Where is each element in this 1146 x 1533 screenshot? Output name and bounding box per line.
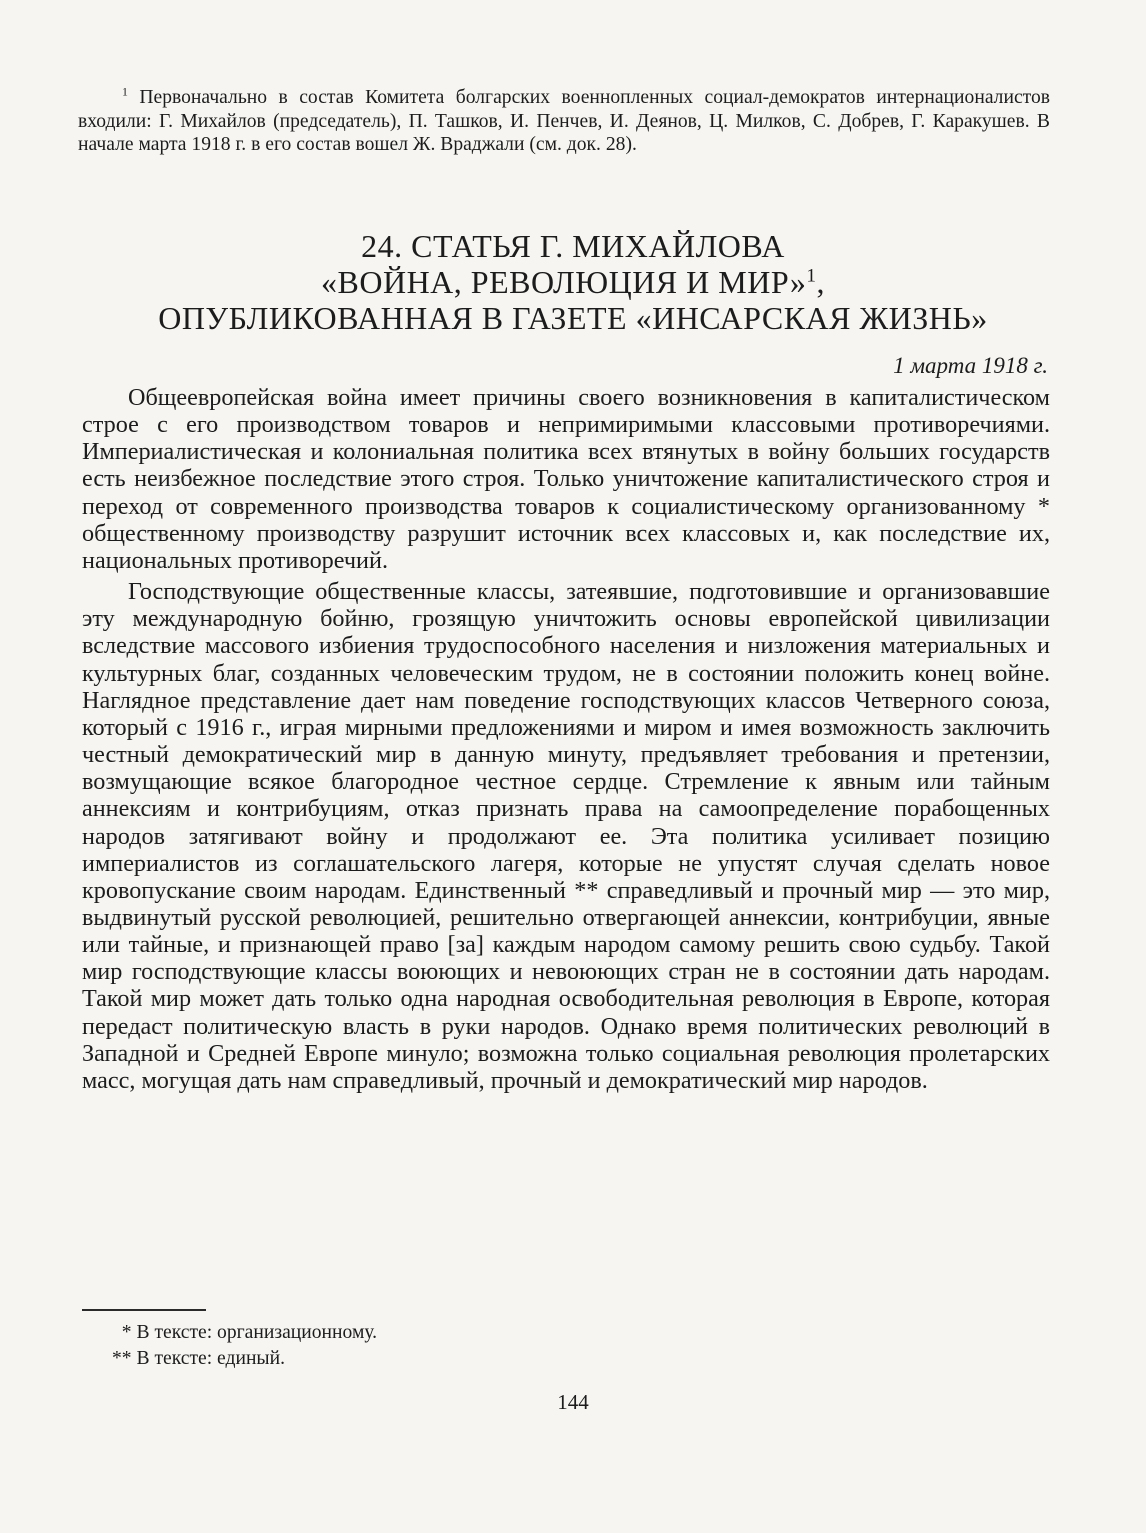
footnote-marker: 1 [122,85,128,99]
title-footnote-marker: 1 [806,265,817,287]
title-line-2-end: , [816,264,825,300]
document-title [60,228,1086,336]
editorial-footnote [78,86,1050,157]
editorial-footnote-text: Первоначально в состав Комитета болгарских военнопленных социал-демократов интернационалистов входили: Г. Михайлов (председатель), П. Ташков, И. Пенчев, И. Деянов, Ц. Милков, С. Добрев, Г. Каракушев. В начале марта 1918 г. в его состав вошел Ж. Враджали (см. док. 28). [78,87,1050,155]
article-body [82,384,1050,1094]
document-date: 1 марта 1918 г. [893,353,1048,378]
footnote-item: ** В тексте: единый. [112,1348,285,1369]
paragraph: Господствующие общественные классы, затеявшие, подготовившие и организовавшие эту международную бойню, грозящую уничтожить основы европейской цивилизации вследствие массового избиения трудоспособного населения и низложения материальных и культурных благ, созданных человеческим трудом, не в состоянии положить конец войне. Наглядное представление дает нам поведение господствующих классов Четверного союза, который с 1916 г., играя мирными предложениями и миром и имея возможность заключить честный демократический мир в данную минуту, предъявляет требования и претензии, возмущающие всякое благородное честное сердце. Стремление к явным или тайным аннексиям и контрибуциям, отказ признать права на самоопределение порабощенных народов затягивают войну и продолжают ее. Эта политика усиливает позицию империалистов из соглашательского лагеря, которые не упустят случая сделать новое кровопускание своим народам. Единственный ** справедливый и прочный мир — это мир, выдвинутый русской революцией, решительно отвергающей аннексии, контрибуции, явные или тайные, и признающей право [за] каждым народом самому решить свою судьбу. Такой мир господствующие классы воюющих и невоюющих стран не в состоянии дать народам. Такой мир может дать только одна народная освободительная революция в Европе, которая передаст политическую власть в руки народов. Однако время политических революций в Западной и Средней Европе минуло; возможна только социальная революция пролетарских масс, могущая дать нам справедливый, прочный и демократический мир народов. [82,578,1050,1094]
text-footnotes [112,1320,377,1372]
title-line-1: 24. СТАТЬЯ Г. МИХАЙЛОВА [361,228,785,264]
footnote-divider [82,1309,206,1311]
footnote-item: * В тексте: организационному. [112,1322,378,1343]
page-number: 144 [557,1390,589,1414]
paragraph: Общеевропейская война имеет причины своего возникновения в капиталистическом строе с его производством товаров и непримиримыми классовыми противоречиями. Империалистическая и колониальная политика всех втянутых в войну больших государств есть неизбежное последствие этого строя. Только уничтожение капиталистического строя и переход от современного производства товаров к социалистическому организованному * общественному производству разрушит источник всех классовых и, как последствие их, национальных противоречий. [82,384,1050,574]
title-line-3: ОПУБЛИКОВАННАЯ В ГАЗЕТЕ «ИНСАРСКАЯ ЖИЗНЬ» [158,300,988,336]
title-line-2-text: «ВОЙНА, РЕВОЛЮЦИЯ И МИР» [321,264,807,300]
title-line-2 [60,264,1086,300]
